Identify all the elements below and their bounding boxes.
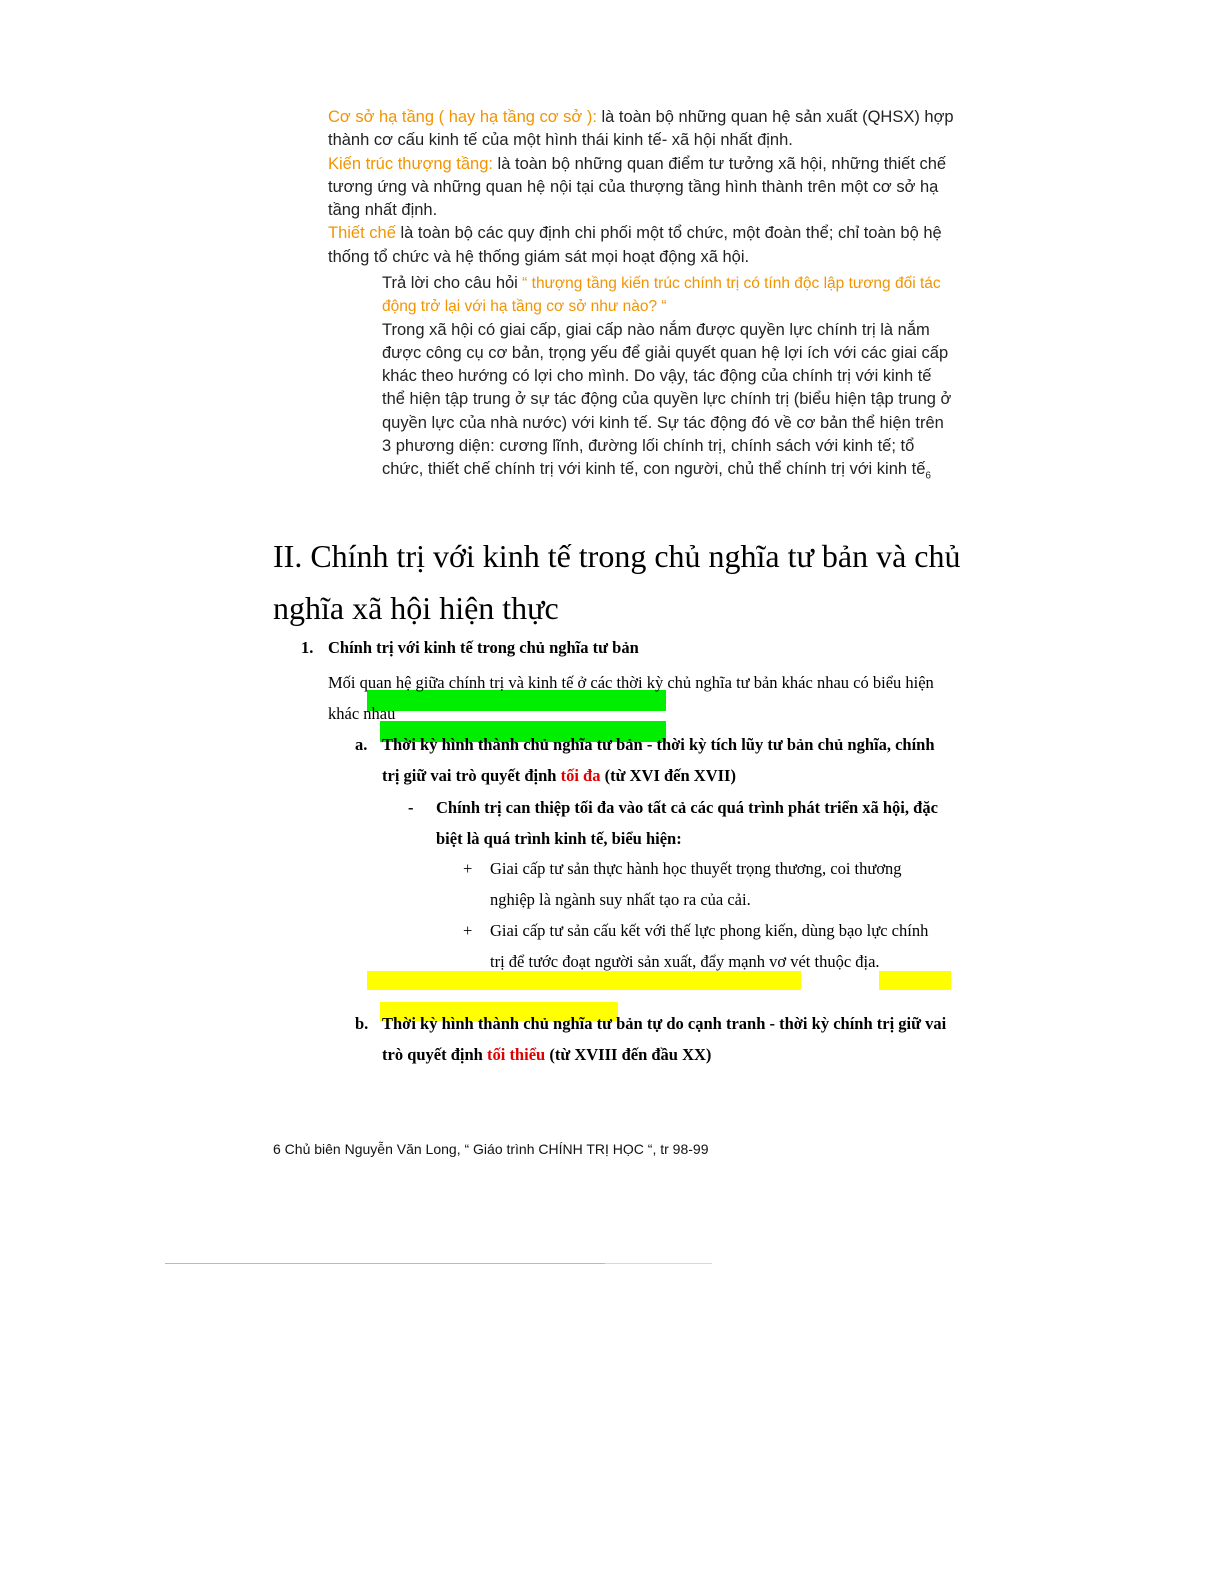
- term-institution: Thiết chế: [328, 224, 396, 243]
- list-item-b: b. Thời kỳ hình thành chủ nghĩa tư bản tự do cạnh tranh - thời kỳ chính trị giữ vai trò quyết định tối thiểu (từ XVIII đến đầu XX): [382, 1008, 952, 1070]
- page-divider-faint: [605, 1263, 712, 1264]
- plus-marker: +: [463, 859, 473, 878]
- question-line: Trả lời cho câu hỏi “ thượng tầng kiến trúc chính trị có tính độc lập tương đối tác động trở lại với hạ tầng cơ sở như nào? “: [382, 274, 941, 316]
- list-item-a: a. Thời kỳ hình thành chủ nghĩa tư bản - thời kỳ tích lũy tư bản chủ nghĩa, chính trị giữ vai trò quyết định tối đa (từ XVI đến XVII): [382, 729, 947, 791]
- answer-text: Trong xã hội có giai cấp, giai cấp nào nắm được quyền lực chính trị là nắm được công cụ cơ bản, trọng yếu để giải quyết quan hệ lợi ích với các giai cấp khác theo hướng có lợi cho mình. Do vậy, tác động của chính trị với kinh tế thể hiện tập trung ở sự tác động của quyền lực chính trị (biểu hiện tập trung ở quyền lực của nhà nước) với kinh tế. Sự tác động đó về cơ bản thể hiện trên 3 phương diện: cương lĩnh, đường lối chính trị, chính sách với kinh tế; tổ chức, thiết chế chính trị với kinh tế, con người, chủ thể chính trị với kinh tế$_6$: [382, 320, 952, 482]
- definitions-block: [328, 106, 960, 269]
- footnote-ref: 6: [925, 470, 931, 482]
- term-superstructure: Kiến trúc thượng tầng:: [328, 154, 493, 173]
- plus-marker: +: [463, 921, 473, 940]
- dash-marker: -: [408, 798, 414, 817]
- definition-superstructure: Kiến trúc thượng tầng: là toàn bộ những quan điểm tư tưởng xã hội, những thiết chế tương ứng và những quan hệ nội tại của thượng tầng hình thành trên một cơ sở hạ tầng nhất định.: [328, 154, 947, 220]
- list-marker: b.: [355, 1014, 369, 1033]
- subsection-intro: Mối quan hệ giữa chính trị và kinh tế ở các thời kỳ chủ nghĩa tư bản khác nhau có biểu hiện khác nhau: [328, 673, 934, 723]
- section-heading: II. Chính trị với kinh tế trong chủ nghĩa tư bản và chủ nghĩa xã hội hiện thực: [273, 538, 961, 626]
- subsection-number: 1.: [301, 638, 314, 657]
- term-infrastructure: Cơ sở hạ tầng ( hay hạ tầng cơ sở ):: [328, 108, 597, 126]
- question-text: “ thượng tầng kiến trúc chính trị có tính độc lập tương đối tác động trở lại với hạ tầng cơ sở như nào? “: [382, 275, 941, 316]
- definition-institution: Thiết chế là toàn bộ các quy định chi phối một tổ chức, một đoàn thể; chỉ toàn bộ hệ thống tổ chức và hệ thống giám sát mọi hoạt động xã hội.: [328, 224, 942, 266]
- footnote: 6 Chủ biên Nguyễn Văn Long, “ Giáo trình CHÍNH TRỊ HỌC “, tr 98-99: [273, 1141, 709, 1157]
- emphasis-min: tối thiểu: [486, 1045, 546, 1064]
- emphasis-max: tối đa: [560, 766, 601, 785]
- dash-item: - Chính trị can thiệp tối đa vào tất cả các quá trình phát triển xã hội, đặc biệt là quá trình kinh tế, biểu hiện:: [436, 792, 941, 854]
- subsection-title: 1. Chính trị với kinh tế trong chủ nghĩa tư bản: [301, 638, 639, 657]
- plus-item-2: + Giai cấp tư sản cấu kết với thế lực phong kiến, dùng bạo lực chính trị để tước đoạt người sản xuất, đẩy mạnh vơ vét thuộc địa.: [490, 915, 945, 977]
- plus-item-1: + Giai cấp tư sản thực hành học thuyết trọng thương, coi thương nghiệp là ngành suy nhất tạo ra của cải.: [490, 853, 945, 915]
- definition-infrastructure: Cơ sở hạ tầng ( hay hạ tầng cơ sở ): là toàn bộ những quan hệ sản xuất (QHSX) hợp thành cơ cấu kinh tế của một hình thái kinh tế- xã hội nhất định.: [328, 108, 954, 150]
- list-marker: a.: [355, 735, 368, 754]
- answer-block: [382, 272, 957, 488]
